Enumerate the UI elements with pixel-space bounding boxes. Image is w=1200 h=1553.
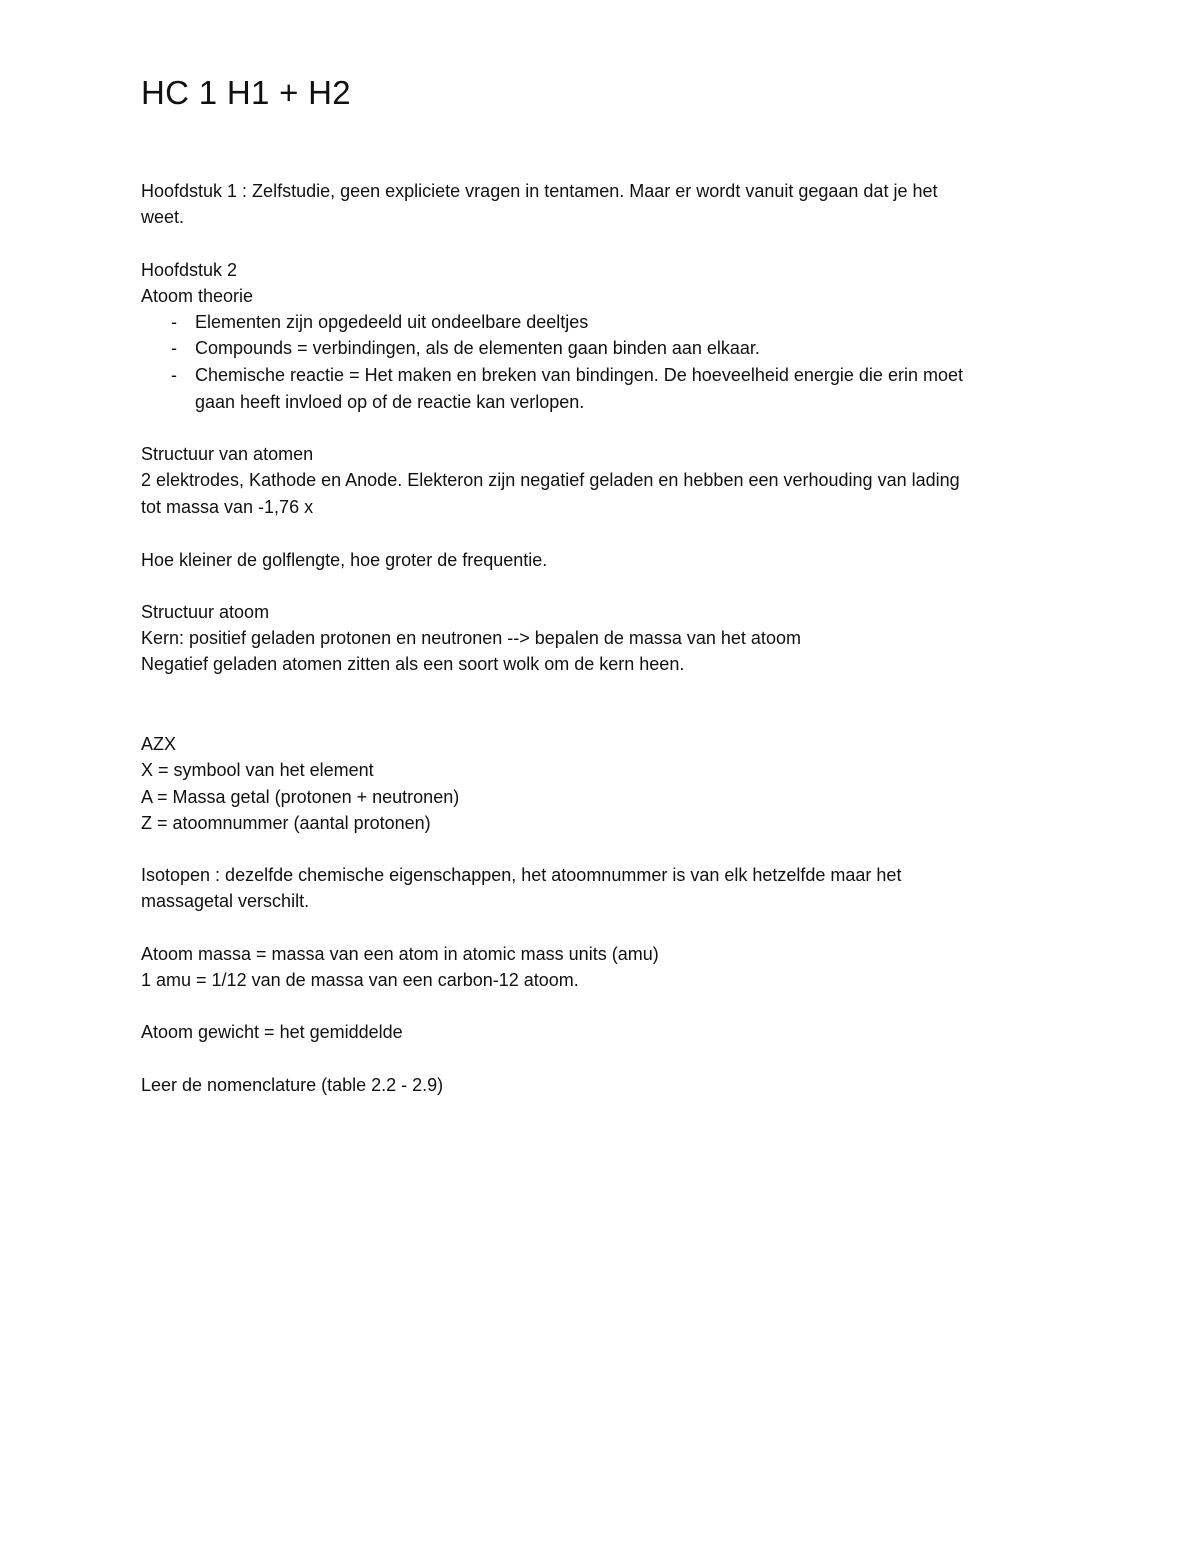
negatief-text: Negatief geladen atomen zitten als een soort wolk om de kern heen. [141,654,685,674]
bullet-dash: - [171,312,177,332]
x-definition: X = symbool van het element [141,760,374,780]
atoom-theorie-heading: Atoom theorie [141,286,254,306]
elektrodes-line-1: 2 elektrodes, Kathode en Anode. Elekteron zijn negatief geladen en hebben een verhouding van lading [141,470,960,490]
isotopen-line-1: Isotopen : dezelfde chemische eigenschappen, het atoomnummer is van elk hetzelfde maar het [141,865,902,885]
atoom-massa-text: Atoom massa = massa van een atom in atomic mass units (amu) [141,944,659,964]
nomenclature-text: Leer de nomenclature (table 2.2 - 2.9) [141,1075,444,1095]
elektrodes-line-2: tot massa van -1,76 x [141,497,314,517]
h1-text-line-1: Hoofdstuk 1 : Zelfstudie, geen expliciete vragen in tentamen. Maar er wordt vanuit gegaan dat je het [141,181,938,201]
amu-definition: 1 amu = 1/12 van de massa van een carbon-12 atoom. [141,970,579,990]
kern-text: Kern: positief geladen protonen en neutronen --> bepalen de massa van het atoom [141,628,801,648]
bullet-item: Elementen zijn opgedeeld uit ondeelbare deeltjes [195,312,589,332]
h1-text-line-2: weet. [141,207,185,227]
structuur-atoom-heading: Structuur atoom [141,602,270,622]
golflengte-text: Hoe kleiner de golflengte, hoe groter de frequentie. [141,550,548,570]
structuur-atomen-heading: Structuur van atomen [141,444,314,464]
z-definition: Z = atoomnummer (aantal protonen) [141,813,431,833]
bullet-item: Compounds = verbindingen, als de elementen gaan binden aan elkaar. [195,338,760,358]
bullet-item: Chemische reactie = Het maken en breken van bindingen. De hoeveelheid energie die erin moet [195,365,963,385]
bullet-dash: - [171,365,177,385]
a-definition: A = Massa getal (protonen + neutronen) [141,787,460,807]
h2-heading: Hoofdstuk 2 [141,260,238,280]
atoom-gewicht-text: Atoom gewicht = het gemiddelde [141,1022,403,1042]
azx-heading: AZX [141,734,177,754]
isotopen-line-2: massagetal verschilt. [141,891,310,911]
bullet-item-continuation: gaan heeft invloed op of de reactie kan verlopen. [195,392,585,412]
bullet-dash: - [171,338,177,358]
document-title: HC 1 H1 + H2 [141,74,351,111]
